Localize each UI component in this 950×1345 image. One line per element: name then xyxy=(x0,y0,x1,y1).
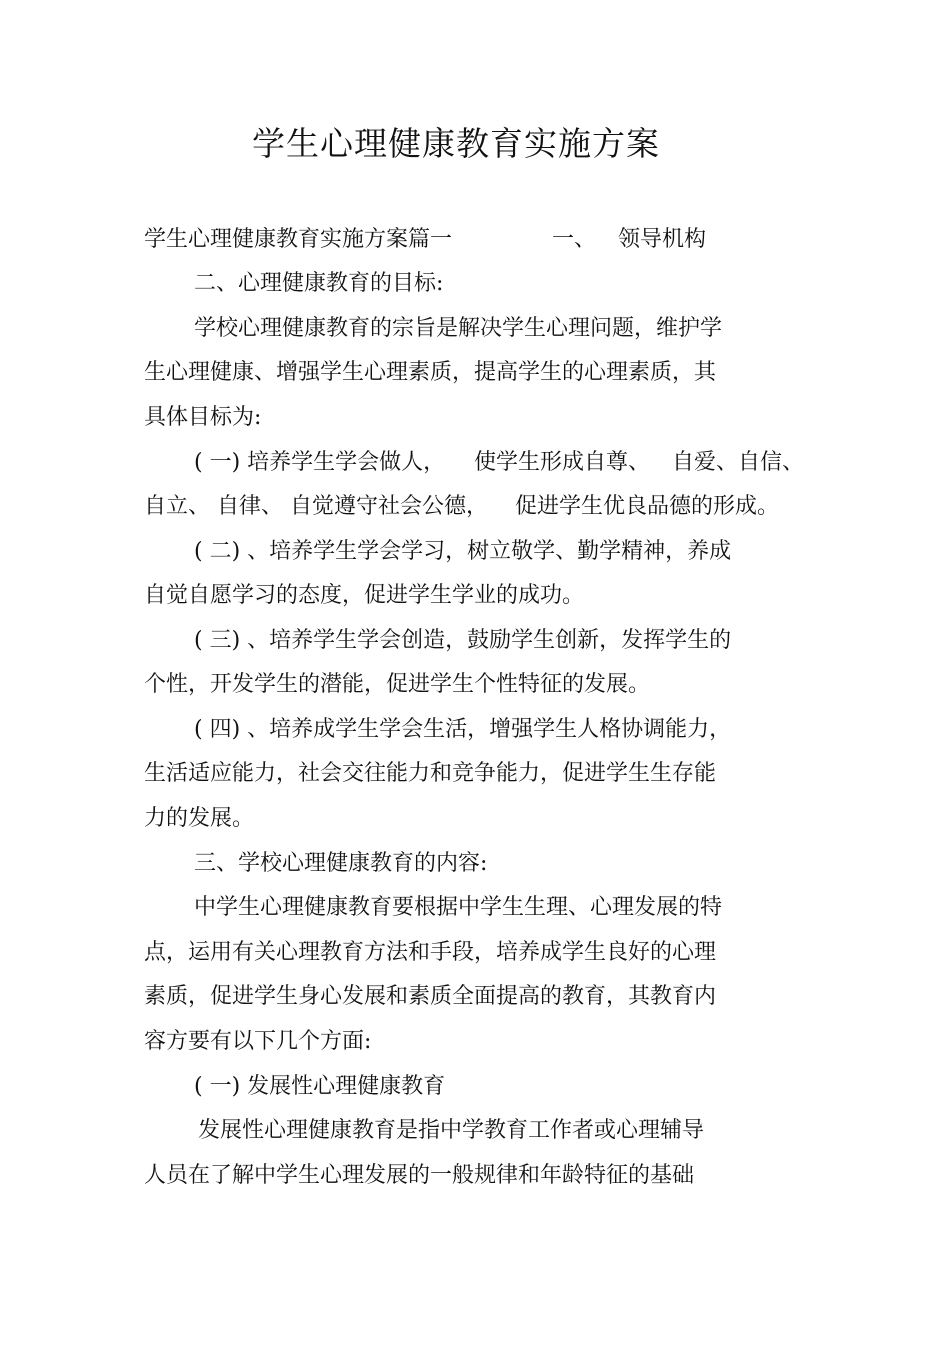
paragraph-line-segment xyxy=(515,493,779,521)
list-item-line: ( 二) 、培养学生学会学习，树立敬学、勤学精神，养成 xyxy=(194,539,732,564)
paragraph-line: 学校心理健康教育的宗旨是解决学生心理问题，维护学 xyxy=(194,316,723,341)
paragraph-line: 生活适应能力，社会交往能力和竞争能力，促进学生生存能 xyxy=(144,761,717,786)
paragraph-line: 力的发展。 xyxy=(144,806,255,831)
paragraph-line: 个性，开发学生的潜能，促进学生个性特征的发展。 xyxy=(144,672,651,697)
heading-line-section-one-label xyxy=(618,226,706,254)
text-segment: 一、 xyxy=(552,227,597,252)
text-segment: 促进学生优良品德的形成。 xyxy=(515,494,780,519)
text-segment: ( 一) 培养学生学会做人， xyxy=(194,450,446,475)
paragraph-line xyxy=(144,493,488,521)
list-item-line-segment xyxy=(474,449,650,477)
paragraph-line: 点，运用有关心理教育方法和手段，培养成学生良好的心理 xyxy=(144,940,717,965)
paragraph-line: 自觉自愿学习的态度，促进学生学业的成功。 xyxy=(144,583,585,608)
paragraph-line: 人员在了解中学生心理发展的一般规律和年龄特征的基础 xyxy=(144,1163,695,1188)
document-title: 学生心理健康教育实施方案 xyxy=(252,124,660,163)
paragraph-line: 发展性心理健康教育是指中学教育工作者或心理辅导 xyxy=(198,1118,705,1143)
subsection-heading: ( 一) 发展性心理健康教育 xyxy=(194,1074,446,1099)
heading-line-section-one-number xyxy=(552,226,596,254)
list-item-line-segment xyxy=(672,449,804,477)
text-segment: 自立、 自律、 自觉遵守社会公德， xyxy=(144,494,488,519)
text-segment: 使学生形成自尊、 xyxy=(474,450,651,475)
list-item-line: ( 四) 、培养成学生学会生活，增强学生人格协调能力， xyxy=(194,717,732,742)
paragraph-line: 素质，促进学生身心发展和素质全面提高的教育，其教育内 xyxy=(144,984,717,1009)
list-item-line: ( 三) 、培养学生学会创造，鼓励学生创新，发挥学生的 xyxy=(194,628,732,653)
paragraph-line: 容方要有以下几个方面: xyxy=(144,1029,372,1054)
text-segment: 领导机构 xyxy=(618,227,707,252)
paragraph-line: 中学生心理健康教育要根据中学生生理、心理发展的特 xyxy=(194,895,723,920)
list-item-line xyxy=(194,449,445,477)
section-heading: 三、学校心理健康教育的内容: xyxy=(194,851,488,876)
section-heading: 二、心理健康教育的目标: xyxy=(194,271,444,296)
text-segment: 自爱、自信、 xyxy=(672,450,805,475)
text-segment: 学生心理健康教育实施方案篇一 xyxy=(144,227,453,252)
paragraph-line: 具体目标为: xyxy=(144,405,262,430)
paragraph-line: 生心理健康、增强学生心理素质，提高学生的心理素质，其 xyxy=(144,360,717,385)
heading-line-section-one xyxy=(144,226,452,254)
